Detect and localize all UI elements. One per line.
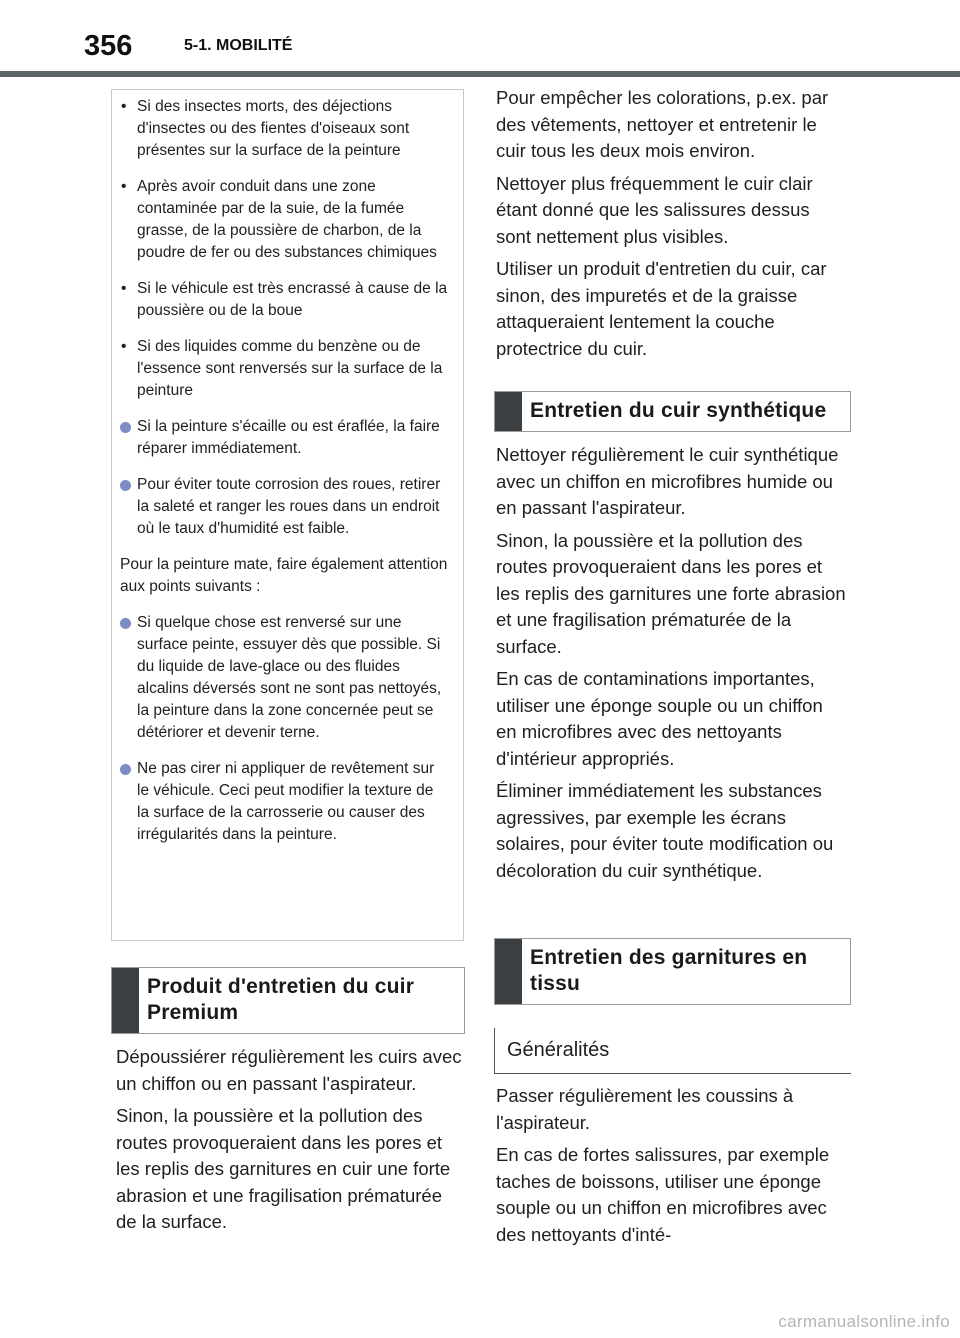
heading-text: Produit d'entretien du cuir Premium <box>147 975 415 1024</box>
list-item-text: Ne pas cirer ni appliquer de revêtement sur le véhicule. Ceci peut modifier la texture de la surface de la carrosserie ou causer des irrégularités dans la peinture. <box>137 760 435 843</box>
paragraph: Éliminer immédiatement les substances agressives, par exemple les écrans solaires, pour éviter toute modification ou décoloration du cuir synthétique. <box>496 780 834 881</box>
warning-box <box>111 89 464 941</box>
paragraph: Sinon, la poussière et la pollution des routes provoqueraient dans les pores et les replis des garnitures en cuir une forte abrasion et une fragilisation prématurée de la surface. <box>116 1105 451 1232</box>
fabric-trim-body <box>496 1083 841 1254</box>
synthetic-leather-body <box>496 442 848 890</box>
heading-text: Entretien des garnitures en tissu <box>530 946 808 995</box>
list-item-text: Si la peinture s'écaille ou est éraflée, la faire réparer immédiatement. <box>137 418 440 457</box>
bullet-icon: • <box>121 280 127 297</box>
paragraph: Passer régulièrement les coussins à l'aspirateur. <box>496 1085 794 1133</box>
paragraph: Dépoussiérer régulièrement les cuirs avec un chiffon ou en passant l'aspirateur. <box>116 1046 462 1094</box>
premium-leather-body <box>116 1044 466 1242</box>
page-number: 356 <box>84 30 133 62</box>
watermark: carmanualsonline.info <box>778 1312 950 1331</box>
circle-bullet-icon <box>120 422 131 433</box>
warning-note: Pour la peinture mate, faire également attention aux points suivants : <box>120 556 448 595</box>
list-item <box>120 474 449 540</box>
heading-bar <box>112 968 139 1033</box>
section-label: 5-1. MOBILITÉ <box>184 37 293 54</box>
heading-premium-leather <box>111 967 465 1034</box>
heading-bar <box>495 392 522 431</box>
circle-bullet-icon <box>120 480 131 491</box>
paragraph: En cas de contaminations importantes, utiliser une éponge souple ou un chiffon en microfibres avec des nettoyants d'intérieur appropriés. <box>496 668 823 769</box>
paragraph: Utiliser un produit d'entretien du cuir, car sinon, des impuretés et de la graisse attaqueraient lentement la couche protectrice du cuir. <box>496 258 827 359</box>
list-item <box>120 278 449 322</box>
list-item <box>120 96 449 162</box>
bullet-icon: • <box>121 98 127 115</box>
paragraph: En cas de fortes salissures, par exemple taches de boissons, utiliser une éponge souple ou un chiffon en microfibres avec des nettoyants d'inté- <box>496 1144 830 1245</box>
heading-bar <box>495 939 522 1004</box>
right-column-intro <box>496 85 848 368</box>
heading-synthetic-leather <box>494 391 851 432</box>
paragraph: Sinon, la poussière et la pollution des routes provoqueraient dans les pores et les replis des garnitures une forte abrasion et une fragilisation prématurée de la surface. <box>496 529 846 657</box>
bullet-icon: • <box>121 178 127 195</box>
list-item-text: Si quelque chose est renversé sur une surface peinte, essuyer dès que possible. Si du liquide de lave-glace ou des fluides alcalins déversés sont ne sont pas nettoyés, la peinture dans la zone concernée peut se détériorer et devenir terne. <box>137 614 442 741</box>
list-item <box>120 336 449 402</box>
circle-bullet-icon <box>120 618 131 629</box>
subheading-general: Généralités <box>494 1028 851 1074</box>
bullet-icon: • <box>121 338 127 355</box>
list-item <box>120 416 449 460</box>
circle-bullet-icon <box>120 764 131 775</box>
list-item-text: Pour éviter toute corrosion des roues, retirer la saleté et ranger les roues dans un endroit où le taux d'humidité est faible. <box>137 476 441 537</box>
heading-fabric-trim <box>494 938 851 1005</box>
list-item-text: Si des liquides comme du benzène ou de l'essence sont renversés sur la surface de la peinture <box>137 338 443 399</box>
paragraph: Nettoyer régulièrement le cuir synthétique avec un chiffon en microfibres humide ou en passant l'aspirateur. <box>496 444 839 518</box>
list-item-text: Si le véhicule est très encrassé à cause de la poussière ou de la boue <box>137 280 448 319</box>
paragraph: Pour empêcher les colorations, p.ex. par des vêtements, nettoyer et entretenir le cuir tous les deux mois environ. <box>496 87 829 161</box>
list-item <box>120 612 449 744</box>
header-rule <box>0 71 960 77</box>
list-item-text: Si des insectes morts, des déjections d'insectes ou des fientes d'oiseaux sont présentes sur la surface de la peinture <box>137 98 410 159</box>
list-item <box>120 758 449 846</box>
list-item <box>120 176 449 264</box>
list-item-text: Après avoir conduit dans une zone contaminée par de la suie, de la fumée grasse, de la poussière de charbon, de la poudre de fer ou des substances chimiques <box>137 178 437 261</box>
paragraph: Nettoyer plus fréquemment le cuir clair étant donné que les salissures dessus sont nettement plus visibles. <box>496 172 813 247</box>
heading-text: Entretien du cuir synthétique <box>530 399 827 422</box>
